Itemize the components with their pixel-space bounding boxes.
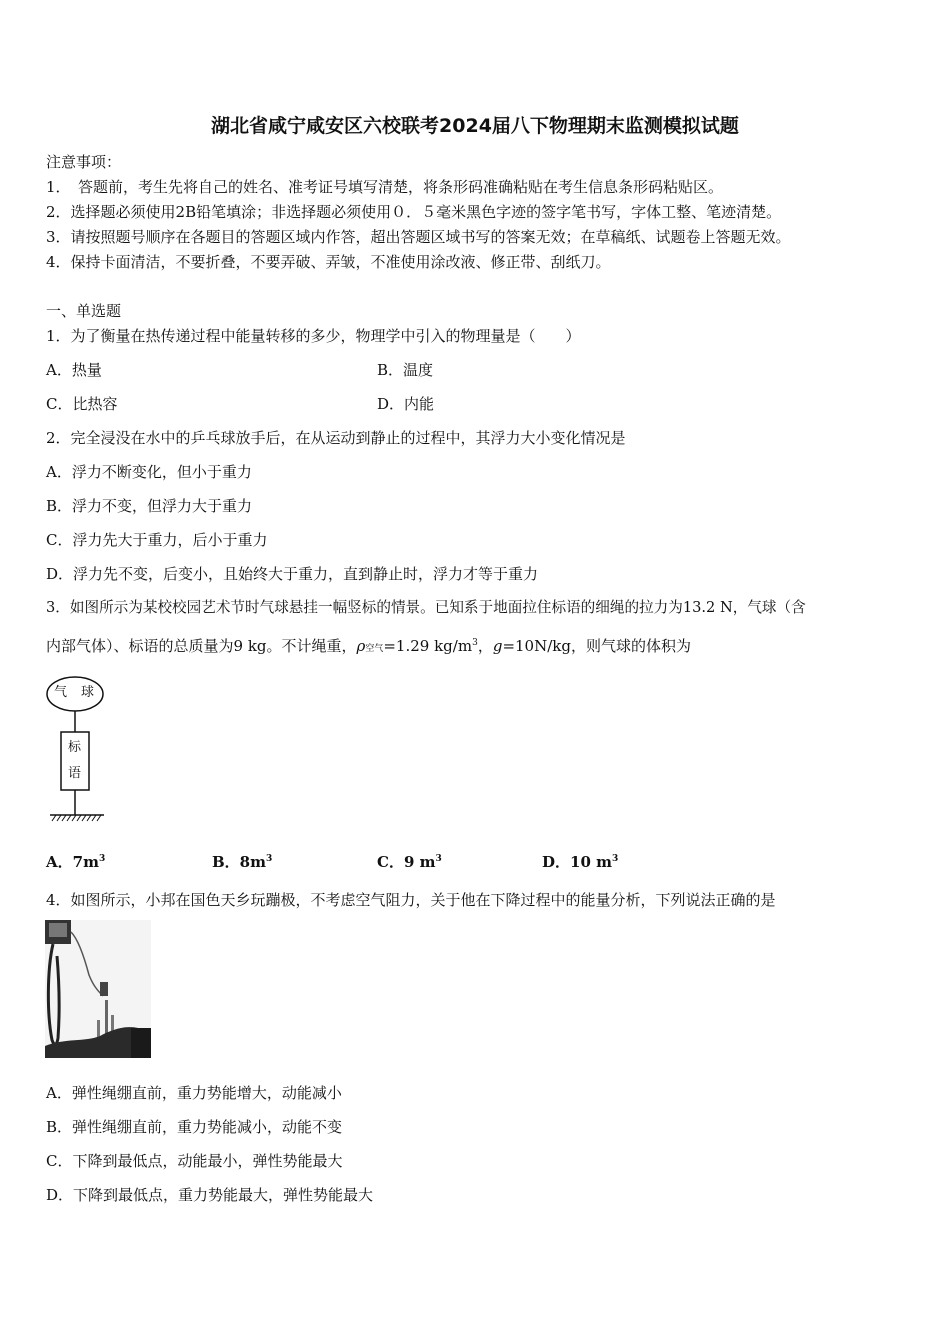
question-1-option-c: C．比热容: [46, 395, 118, 413]
question-3-option-d: [542, 852, 618, 872]
notice-item: 3．请按照题号顺序在各题目的答题区域内作答，超出答题区域书写的答案无效；在草稿纸、试题卷上答题无效。: [46, 228, 791, 246]
question-1-option-b: B．温度: [377, 361, 434, 379]
section-heading: 一、单选题: [46, 302, 122, 320]
exponent: 3: [98, 854, 106, 864]
exponent: 3: [266, 854, 273, 864]
question-4-option-d: D．下降到最低点，重力势能最大，弹性势能最大: [46, 1186, 374, 1204]
question-3-option-c: [377, 852, 442, 872]
stem-text: ，: [477, 637, 493, 655]
stem-text: 内部气体）、标语的总质量为9 kg。不计绳重，: [46, 637, 357, 655]
question-2-option-d: D．浮力先不变，后变小，且始终大于重力，直到静止时，浮力才等于重力: [46, 565, 539, 583]
exponent: 3: [611, 854, 619, 864]
question-4-option-b: B．弹性绳绷直前，重力势能减小，动能不变: [46, 1118, 343, 1136]
question-3-option-b: [212, 852, 272, 872]
question-2-option-a: A．浮力不断变化，但小于重力: [46, 463, 252, 481]
question-1-stem: 1．为了衡量在热传递过程中能量转移的多少，物理学中引入的物理量是（ ）: [46, 327, 581, 345]
option-text: D．10 m: [542, 853, 612, 871]
ground-hatching: [52, 815, 101, 821]
exponent: 3: [472, 638, 478, 648]
stem-text: =1.29 kg/m: [383, 637, 473, 655]
bungee-photo: [45, 920, 151, 1058]
banner-label-top: 标: [68, 740, 82, 755]
exponent: 3: [435, 854, 442, 864]
question-3-option-a: [46, 852, 105, 872]
notice-item: 4．保持卡面清洁，不要折叠，不要弄破、弄皱，不准使用涂改液、修正带、刮纸刀。: [46, 253, 611, 271]
question-2-stem: 2．完全浸没在水中的乒乓球放手后，在从运动到静止的过程中，其浮力大小变化情况是: [46, 429, 626, 447]
balloon-banner-figure: [44, 672, 108, 828]
balloon-label-right: 球: [81, 685, 95, 700]
question-2-option-b: B．浮力不变，但浮力大于重力: [46, 497, 253, 515]
notice-heading: 注意事项：: [46, 153, 122, 171]
question-4-stem: 4．如图所示，小邦在国色天乡玩蹦极，不考虑空气阻力，关于他在下降过程中的能量分析，下列说法正确的是: [46, 891, 776, 909]
question-4-option-a: A．弹性绳绷直前，重力势能增大，动能减小: [46, 1084, 342, 1102]
question-4-option-c: C．下降到最低点，动能最小，弹性势能最大: [46, 1152, 343, 1170]
notice-item: 1． 答题前，考生先将自己的姓名、准考证号填写清楚，将条形码准确粘贴在考生信息条形码粘贴区。: [46, 178, 724, 196]
balloon-label-left: 气: [54, 685, 68, 700]
rho-symbol: ρ: [356, 637, 366, 655]
rho-subscript: 空气: [365, 644, 384, 654]
bungee-jump-image: [45, 920, 151, 1058]
notice-item: 2．选择题必须使用2B铅笔填涂；非选择题必须使用０．５毫米黑色字迹的签字笔书写，字体工整、笔迹清楚。: [46, 203, 782, 221]
question-3-stem-line-2: [46, 636, 691, 659]
option-text: A．7m: [46, 853, 99, 871]
question-2-option-c: C．浮力先大于重力，后小于重力: [46, 531, 268, 549]
banner-label-bottom: 语: [68, 766, 82, 781]
g-symbol: g: [492, 637, 503, 655]
question-1-option-a: A．热量: [46, 361, 102, 379]
question-1-option-d: D．内能: [377, 395, 435, 413]
option-text: C．9 m: [377, 853, 436, 871]
document-title: 湖北省咸宁咸安区六校联考2024届八下物理期末监测模拟试题: [211, 115, 739, 137]
option-text: B．8m: [212, 853, 266, 871]
question-3-stem-line-1: 3．如图所示为某校校园艺术节时气球悬挂一幅竖标的情景。已知系于地面拉住标语的细绳的拉力为13.2 N，气球（含: [46, 599, 806, 616]
stem-text: =10N/kg，则气球的体积为: [502, 637, 691, 655]
